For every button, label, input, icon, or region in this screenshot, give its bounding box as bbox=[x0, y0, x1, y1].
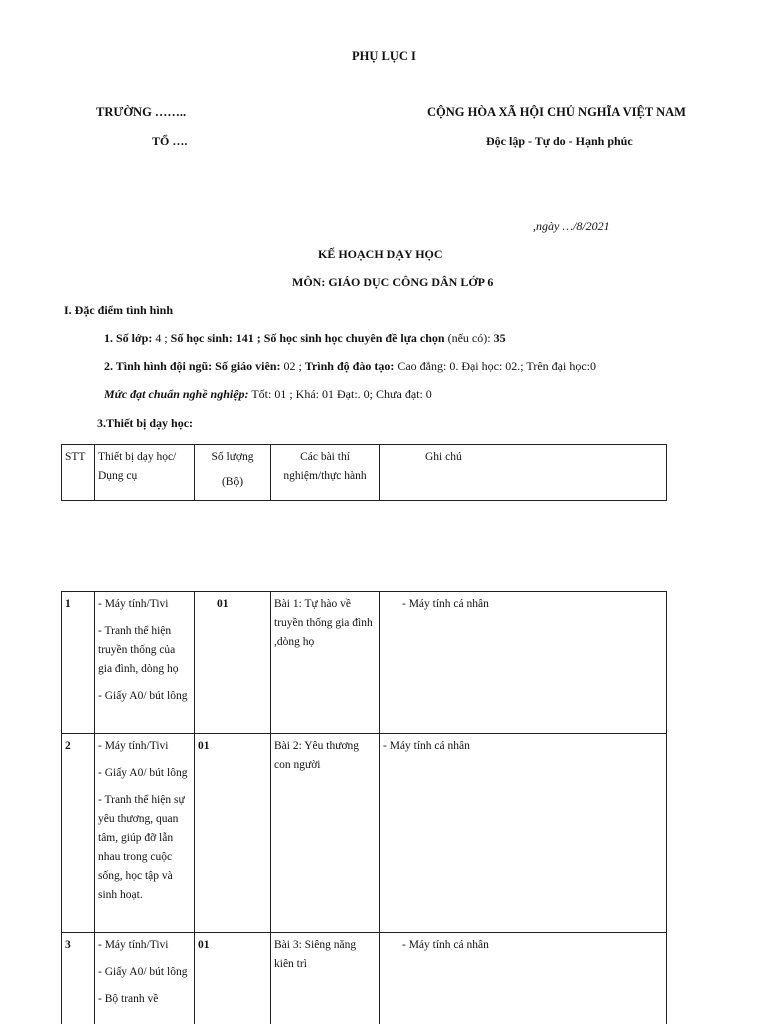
header-stt: STT bbox=[62, 445, 95, 501]
equipment-table bbox=[61, 591, 667, 1024]
class-stats-line: 1. Số lớp: 4 ; Số học sinh: 141 ; Số học sinh học chuyên đề lựa chọn (nếu có): 35 bbox=[104, 331, 506, 345]
row-stt: 1 bbox=[62, 592, 95, 734]
document-date: ,ngày …/8/2021 bbox=[533, 219, 610, 233]
row-devices: - Máy tính/Tivi - Tranh thể hiện truyền thống của gia đình, dòng họ - Giấy A0/ bút lông bbox=[95, 592, 195, 734]
row-note: - Máy tính cá nhân bbox=[380, 933, 667, 1024]
professional-standard-line: Mức đạt chuẩn nghề nghiệp: Tốt: 01 ; Khá: 01 Đạt:. 0; Chưa đạt: 0 bbox=[104, 387, 432, 401]
nation-title: CỘNG HÒA XÃ HỘI CHỦ NGHĨA VIỆT NAM bbox=[427, 105, 686, 119]
header-lessons: Các bài thí nghiệm/thực hành bbox=[271, 445, 380, 501]
header-notes: Ghi chú bbox=[380, 445, 667, 501]
row-devices: - Máy tính/Tivi - Giấy A0/ bút lông - Bộ tranh về bbox=[95, 933, 195, 1024]
plan-title: KẾ HOẠCH DẠY HỌC bbox=[318, 247, 443, 261]
appendix-title: PHỤ LỤC I bbox=[352, 49, 416, 63]
row-quantity: 01 bbox=[195, 734, 271, 933]
school-name: TRƯỜNG …….. bbox=[96, 105, 187, 119]
equipment-header-table bbox=[61, 444, 667, 501]
plan-subject: MÔN: GIÁO DỤC CÔNG DÂN LỚP 6 bbox=[292, 275, 494, 289]
row-note: - Máy tính cá nhân bbox=[380, 734, 667, 933]
row-stt: 3 bbox=[62, 933, 95, 1024]
row-devices: - Máy tính/Tivi - Giấy A0/ bút lông - Tranh thể hiện sự yêu thương, quan tâm, giúp đỡ lẫn nhau trong cuộc sống, học tập và sinh hoạt. bbox=[95, 734, 195, 933]
staff-stats-line: 2. Tình hình đội ngũ: Số giáo viên: 02 ; Trình độ đào tạo: Cao đẳng: 0. Đại học: 02.; Trên đại học:0 bbox=[104, 359, 596, 373]
table-row bbox=[62, 933, 667, 1024]
header-device: Thiết bị dạy học/ Dụng cụ bbox=[95, 445, 195, 501]
group-name: TỔ …. bbox=[152, 134, 188, 148]
row-quantity: 01 bbox=[195, 933, 271, 1024]
section-heading: I. Đặc điểm tình hình bbox=[64, 303, 174, 317]
motto: Độc lập - Tự do - Hạnh phúc bbox=[486, 134, 633, 148]
row-stt: 2 bbox=[62, 734, 95, 933]
row-lesson: Bài 2: Yêu thương con người bbox=[271, 734, 380, 933]
equipment-heading: 3.Thiết bị dạy học: bbox=[97, 416, 194, 430]
table-row bbox=[62, 734, 667, 933]
row-note: - Máy tính cá nhân bbox=[380, 592, 667, 734]
row-lesson: Bài 3: Siêng năng kiên trì bbox=[271, 933, 380, 1024]
header-quantity: Số lượng (Bộ) bbox=[195, 445, 271, 501]
row-lesson: Bài 1: Tự hào về truyền thống gia đình ,dòng họ bbox=[271, 592, 380, 734]
row-quantity: 01 bbox=[195, 592, 271, 734]
table-row bbox=[62, 592, 667, 734]
